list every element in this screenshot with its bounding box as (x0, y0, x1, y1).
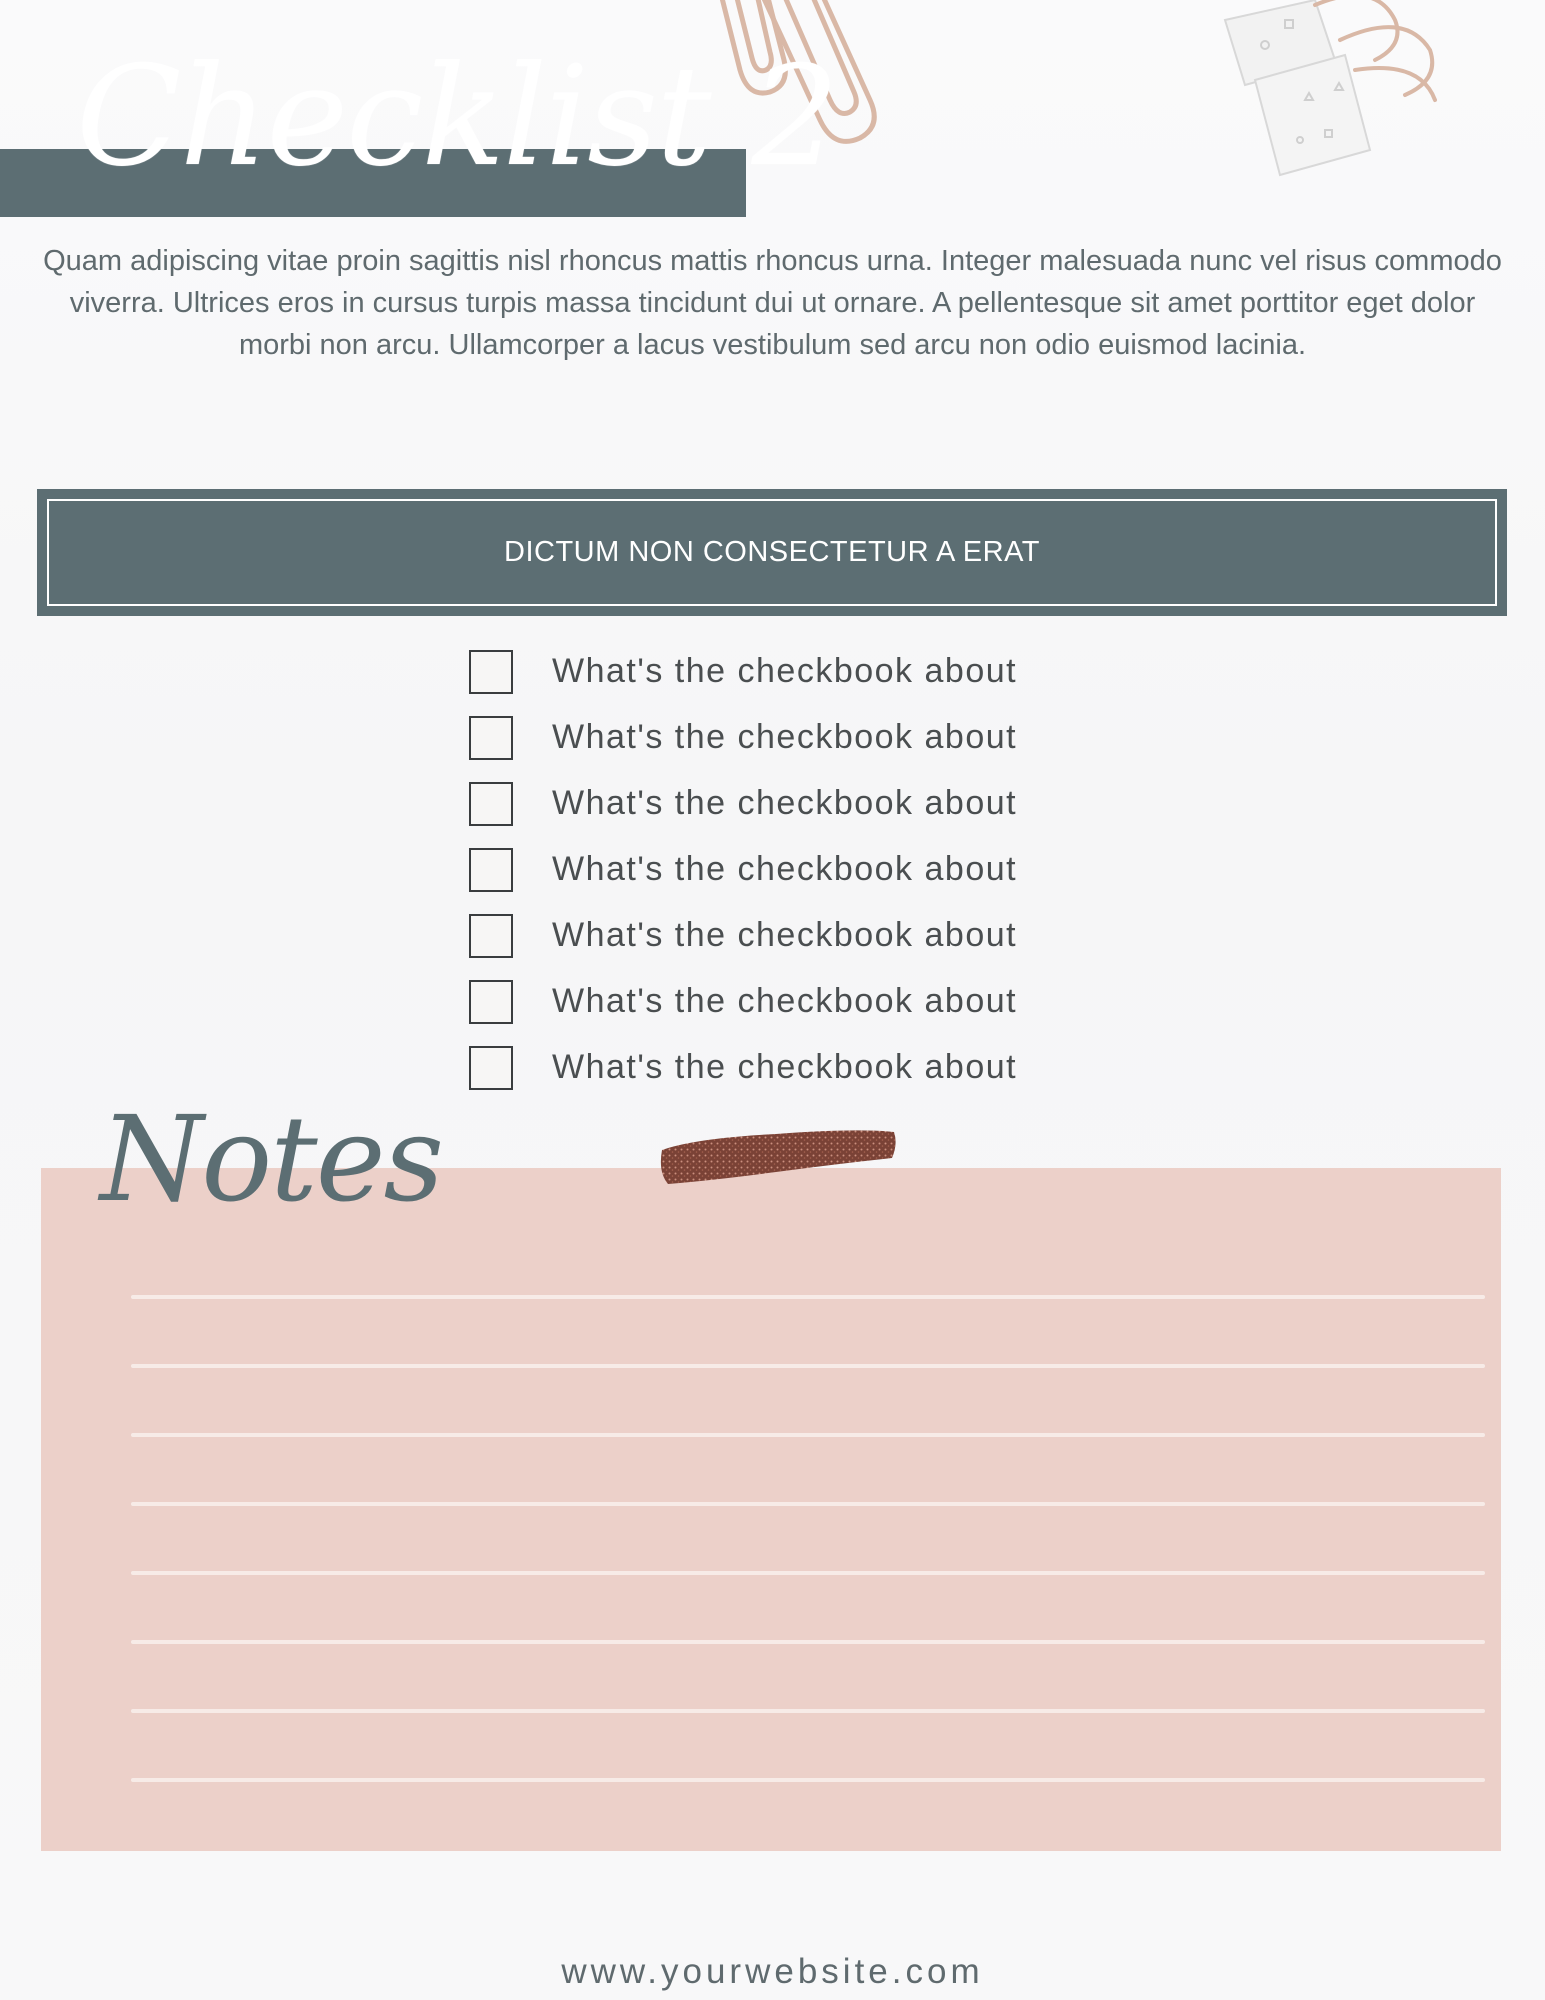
checklist-item-label: What's the checkbook about (552, 784, 1018, 822)
website-footer[interactable]: www.yourwebsite.com (561, 1952, 984, 1991)
note-line (131, 1640, 1485, 1644)
note-line (131, 1433, 1485, 1437)
note-line (131, 1364, 1485, 1368)
checkbox[interactable] (469, 716, 513, 760)
checkbox[interactable] (469, 848, 513, 892)
checkbox[interactable] (469, 914, 513, 958)
note-line (131, 1709, 1485, 1713)
note-line (131, 1571, 1485, 1575)
checklist-item-label: What's the checkbook about (552, 718, 1018, 756)
binder-clips-icon (1205, 0, 1455, 185)
checklist-item-label: What's the checkbook about (552, 652, 1018, 690)
checklist-item (469, 979, 1169, 1045)
intro-paragraph: Quam adipiscing vitae proin sagittis nisl rhoncus mattis rhoncus urna. Integer malesuada nunc vel risus commodo viverra. Ultrices eros in cursus turpis massa tincidunt dui ut ornare. A pellentesque sit amet porttitor eget dolor morbi non arcu. Ullamcorper a lacus vestibulum sed arcu non odio euismod lacinia. (43, 245, 1502, 361)
note-line (131, 1778, 1485, 1782)
section-heading: DICTUM NON CONSECTETUR A ERAT (504, 536, 1040, 568)
checklist-item (469, 649, 1169, 715)
checkbox[interactable] (469, 980, 513, 1024)
section-header-frame (47, 499, 1497, 606)
checklist-item (469, 715, 1169, 781)
checklist-item (469, 847, 1169, 913)
page-title: Checklist 2 (76, 36, 838, 197)
checkbox[interactable] (469, 782, 513, 826)
glitter-brush-stroke-icon (656, 1124, 900, 1196)
checklist-item (469, 913, 1169, 979)
note-line (131, 1295, 1485, 1299)
notes-panel[interactable] (41, 1168, 1501, 1851)
checklist (469, 649, 1169, 1111)
notes-title: Notes (100, 1090, 443, 1228)
checklist-item-label: What's the checkbook about (552, 916, 1018, 954)
checkbox[interactable] (469, 650, 513, 694)
checklist-item-label: What's the checkbook about (552, 850, 1018, 888)
checklist-item (469, 781, 1169, 847)
checklist-item-label: What's the checkbook about (552, 982, 1018, 1020)
checkbox[interactable] (469, 1046, 513, 1090)
note-line (131, 1502, 1485, 1506)
checklist-item (469, 1045, 1169, 1111)
checklist-item-label: What's the checkbook about (552, 1048, 1018, 1086)
section-header (37, 489, 1507, 616)
